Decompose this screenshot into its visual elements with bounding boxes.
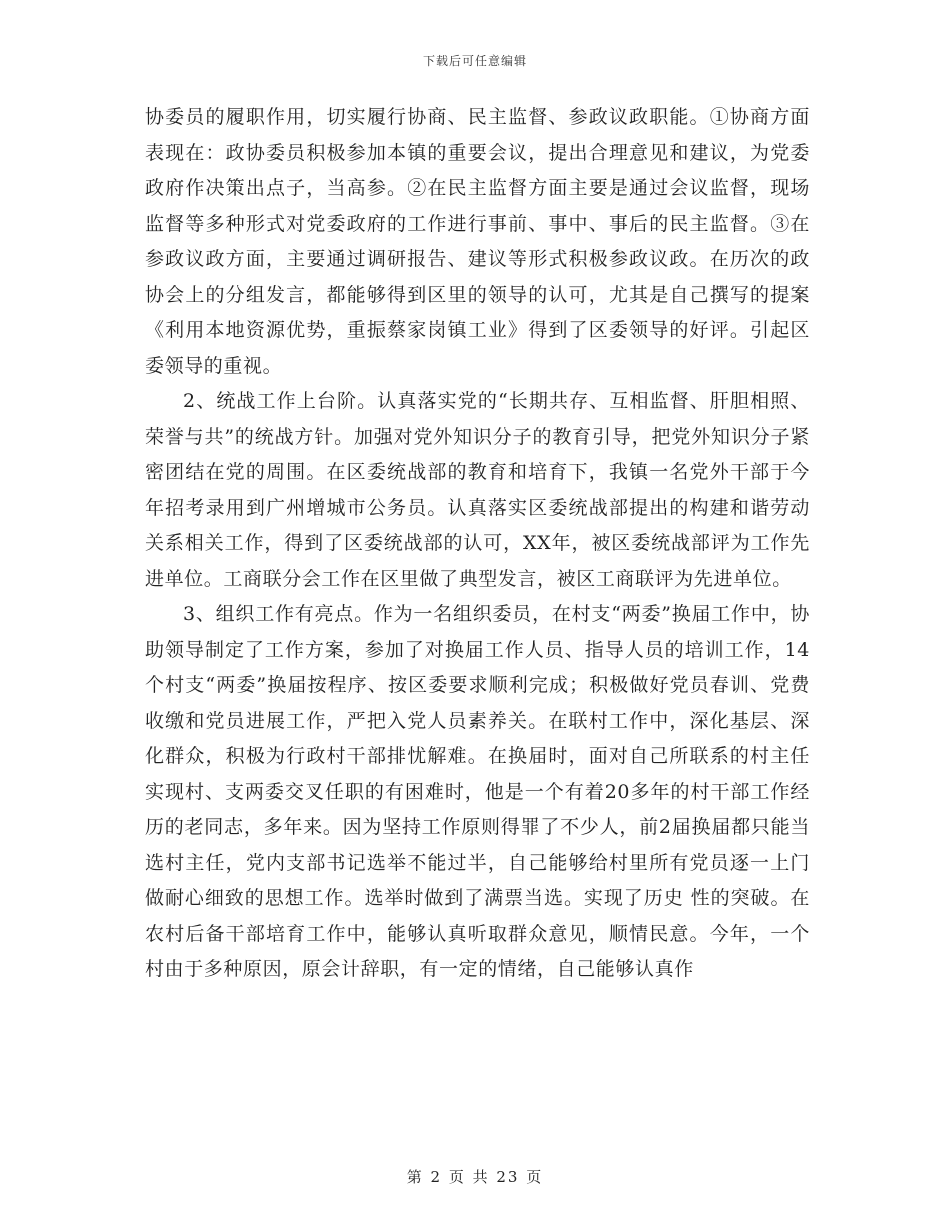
page-header: 下载后可任意编辑: [422, 54, 527, 68]
paragraph-united-front: 2、统战工作上台阶。认真落实党的“长期共存、互相监督、肝胆相照、荣誉与共”的统战方针。加强对党外知识分子的教育引导，把党外知识分子紧密团结在党的周围。在区委统战部的教育和培育下，我镇一名党外干部于今年招考录用到广州增城市公务员。认真落实区委统战部提出的构建和谐劳动关系相关工作，得到了区委统战部的认可，XX年，被区委统战部评为工作先进单位。工商联分会工作在区里做了典型发言，被区工商联评为先进单位。: [145, 390, 810, 590]
paragraph-organization: 3、组织工作有亮点。作为一名组织委员，在村支“两委”换届工作中，协助领导制定了工作方案，参加了对换届工作人员、指导人员的培训工作，14个村支“两委”换届按程序、按区委要求顺利完成；积极做好党员春训、党费收缴和党员进展工作，严把入党人员素养关。在联村工作中，深化基层、深化群众，积极为行政村干部排忧解难。在换届时，面对自己所联系的村主任实现村、支两委交叉任职的有困难时，他是一个有着20多年的村干部工作经历的老同志，多年来。因为坚持工作原则得罪了不少人，前2届换届都只能当选村主任，党内支部书记选举不能过半，自己能够给村里所有党员逐一上门做耐心细致的思想工作。选举时做到了满票当选。实现了历史 性的突破。在农村后备干部培育工作中，能够认真听取群众意见，顺情民意。今年，一个村由于多种原因，原会计辞职，有一定的情绪，自己能够认真作: [145, 603, 810, 980]
page-footer: 第 2 页 共 23 页: [406, 1168, 544, 1186]
document-body: [145, 100, 810, 988]
paragraph-continuation: 协委员的履职作用，切实履行协商、民主监督、参政议政职能。①协商方面表现在：政协委员积极参加本镇的重要会议，提出合理意见和建议，为党委政府作决策出点子，当高参。②在民主监督方面主要是通过会议监督，现场监督等多种形式对党委政府的工作进行事前、事中、事后的民主监督。③在参政议政方面，主要通过调研报告、建议等形式积极参政议政。在历次的政协会上的分组发言，都能够得到区里的领导的认可，尤其是自己撰写的提案《利用本地资源优势，重振蔡家岗镇工业》得到了区委领导的好评。引起区委领导的重视。: [145, 106, 810, 377]
